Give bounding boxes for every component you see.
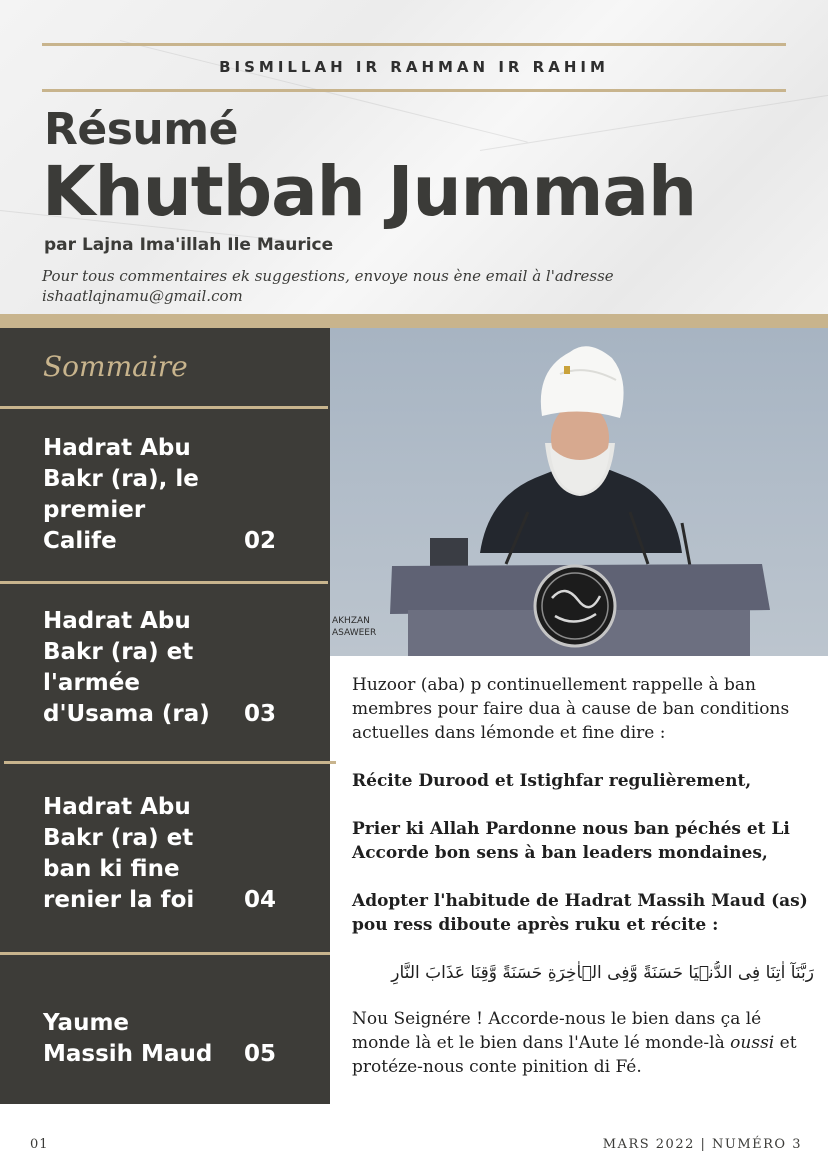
article-body bbox=[352, 673, 814, 1103]
resume-heading: Résumé bbox=[44, 104, 238, 155]
speaker-illustration bbox=[330, 328, 828, 656]
header bbox=[0, 0, 828, 314]
table-of-contents bbox=[0, 328, 330, 1104]
article-point: Récite Durood et Istighfar regulièrement, bbox=[352, 771, 752, 791]
calligraphy-emblem bbox=[535, 566, 615, 646]
page-number: 01 bbox=[30, 1137, 49, 1152]
translation-text: Nou Seignére ! Accorde-nous le bien dans ça lé monde là et le bien dans l'Aute lé monde-là bbox=[352, 1009, 762, 1053]
photo-watermark: ASAWEER bbox=[332, 628, 377, 638]
byline: par Lajna Ima'illah Ile Maurice bbox=[44, 235, 334, 255]
toc-item-title: Hadrat Abu Bakr (ra), le premier Calife bbox=[43, 435, 199, 554]
top-divider bbox=[42, 43, 786, 46]
article-point: Adopter l'habitude de Hadrat Massih Maud (as) pou ress diboute après ruku et récite : bbox=[352, 891, 808, 935]
bismillah-heading: BISMILLAH IR RAHMAN IR RAHIM bbox=[219, 58, 609, 76]
issue-info: MARS 2022 | NUMÉRO 3 bbox=[602, 1137, 802, 1152]
page-title: Khutbah Jummah bbox=[42, 152, 697, 232]
water-jug bbox=[430, 538, 468, 568]
turban-pin bbox=[564, 366, 570, 374]
sommaire-heading: Sommaire bbox=[43, 350, 188, 383]
toc-item-title: Hadrat Abu Bakr (ra) et ban ki fine renier la foi bbox=[43, 794, 195, 913]
toc-item-page: 03 bbox=[244, 701, 277, 727]
toc-item-title: Yaume Massih Maud bbox=[43, 1010, 213, 1067]
gold-band bbox=[0, 314, 828, 328]
arabic-prayer: رَبَّنَآ اٰتِنَا فِى الدُّنۡيَا حَسَنَةً وَّفِى الۡاٰخِرَةِ حَسَنَةً وَّقِنَا عَذَابَ النَّارِ bbox=[391, 963, 814, 983]
translation-text: et protéze-nous conte pinition di Fé. bbox=[352, 1033, 797, 1077]
article-intro: Huzoor (aba) p continuellement rappelle à ban membres pour faire dua à cause de ban conditions actuelles dans lémonde et fine dire : bbox=[352, 675, 790, 743]
toc-item[interactable] bbox=[0, 764, 330, 952]
contact-note: Pour tous commentaires ek suggestions, envoye nous ène email à l'adresse ishaatlajnamu@gmail.com bbox=[42, 267, 614, 305]
prayer-translation bbox=[352, 1007, 814, 1079]
speaker-photo bbox=[330, 328, 828, 656]
toc-item[interactable] bbox=[0, 955, 330, 1104]
marble-texture bbox=[480, 94, 828, 151]
translation-emphasis: oussi bbox=[730, 1033, 775, 1053]
toc-item[interactable] bbox=[0, 584, 330, 760]
toc-item[interactable] bbox=[0, 409, 330, 581]
photo-watermark: AKHZAN bbox=[332, 616, 370, 626]
turban-shape bbox=[541, 346, 624, 418]
article-point: Prier ki Allah Pardonne nous ban péchés et Li Accorde bon sens à ban leaders mondaines, bbox=[352, 819, 790, 863]
toc-item-title: Hadrat Abu Bakr (ra) et l'armée d'Usama (ra) bbox=[43, 608, 210, 727]
toc-item-page: 05 bbox=[244, 1041, 277, 1067]
bismillah-divider bbox=[42, 89, 786, 92]
toc-item-page: 04 bbox=[244, 887, 277, 913]
microphone bbox=[682, 523, 690, 566]
toc-item-page: 02 bbox=[244, 528, 277, 554]
